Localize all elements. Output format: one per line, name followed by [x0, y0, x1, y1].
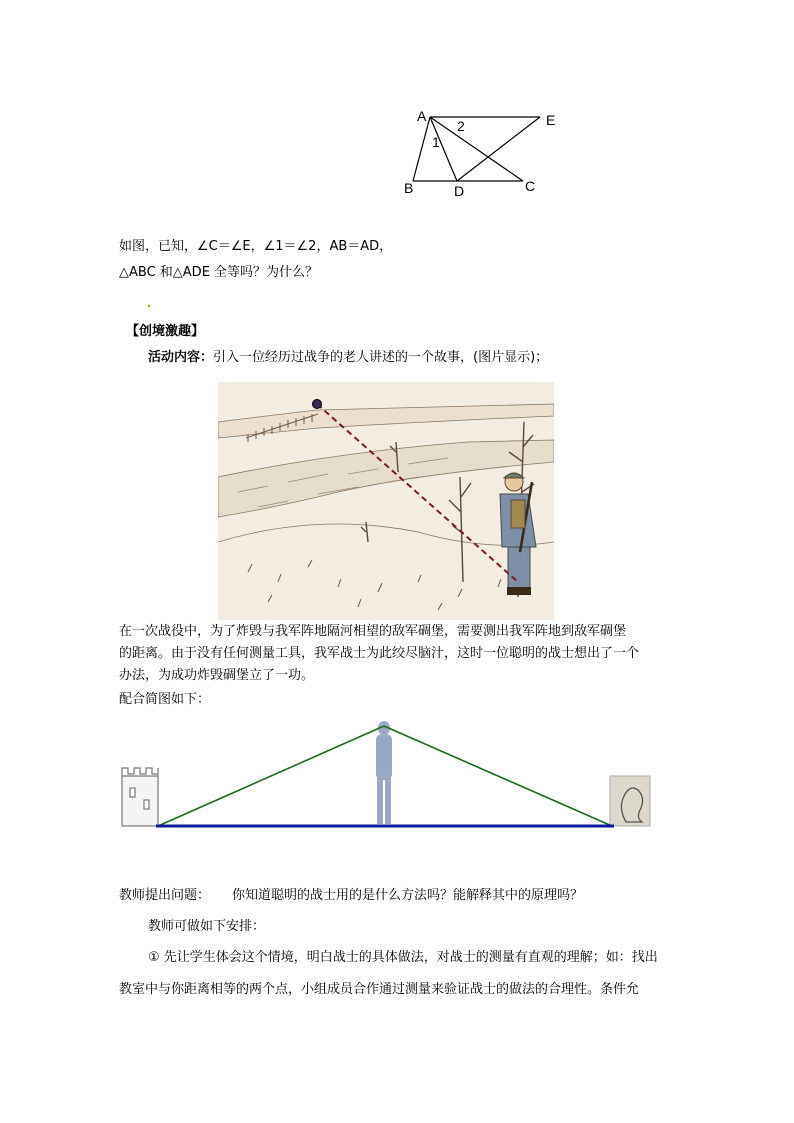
- teacher-arrange: 教师可做如下安排：: [148, 919, 266, 934]
- segment-AB: [413, 117, 430, 181]
- soldier-boots: [507, 587, 531, 595]
- label-B: B: [404, 180, 414, 196]
- teacher-item-1-line-1: ① 先让学生体会这个情境，明白战士的具体做法，对战士的测量有直观的理解；如：找出: [148, 950, 658, 965]
- stray-mark: [148, 305, 150, 307]
- section-heading: 【创境激趣】: [126, 324, 205, 339]
- soldier-legs: [508, 547, 530, 589]
- activity-label: 活动内容：: [148, 350, 214, 365]
- story-line-2: 的距离。由于没有任何测量工具，我军战士为此绞尽脑汁，这时一位聪明的战士想出了一个: [119, 646, 640, 661]
- segment-DE: [457, 117, 540, 181]
- triangle-figure: [395, 105, 565, 200]
- label-D: D: [454, 183, 465, 199]
- diagram-intro: 配合简图如下：: [119, 692, 211, 707]
- label-angle-2: 2: [457, 118, 465, 134]
- tree-icon: [610, 776, 650, 826]
- sight-line-to-tower: [158, 726, 384, 826]
- label-A: A: [417, 108, 427, 124]
- story-line-1: 在一次战役中，为了炸毁与我军阵地隔河相望的敌军碉堡，需要测出我军阵地到敌军碉堡: [119, 624, 627, 639]
- activity-line: [148, 348, 548, 368]
- teacher-question-label: 教师提出问题：: [119, 888, 211, 903]
- tower-icon: [122, 768, 158, 826]
- sight-target-dot: [313, 400, 322, 409]
- teacher-question-text: 你知道聪明的战士用的是什么方法吗？能解释其中的原理吗？: [232, 888, 584, 903]
- label-E: E: [546, 112, 556, 128]
- soldier-sketch-illustration: [218, 382, 554, 620]
- sight-line-to-tree: [384, 726, 612, 826]
- soldier-pack: [511, 500, 525, 528]
- label-C: C: [525, 178, 536, 194]
- problem-line-2: △ABC 和△ADE 全等吗？为什么？: [119, 265, 319, 280]
- standing-person-icon: [376, 721, 392, 824]
- activity-text: 引入一位经历过战争的老人讲述的一个故事，(图片显示)；: [213, 350, 549, 365]
- story-line-3: 办法，为成功炸毁碉堡立了一功。: [119, 668, 315, 683]
- teacher-item-1-line-2: 教室中与你距离相等的两个点，小组成员合作通过测量来验证战士的做法的合理性。条件允: [119, 982, 640, 997]
- measurement-diagram: [118, 718, 658, 834]
- problem-line-1: 如图，已知，∠C＝∠E，∠1＝∠2，AB＝AD，: [119, 239, 393, 254]
- teacher-question: [119, 886, 583, 906]
- label-angle-1: 1: [432, 134, 440, 150]
